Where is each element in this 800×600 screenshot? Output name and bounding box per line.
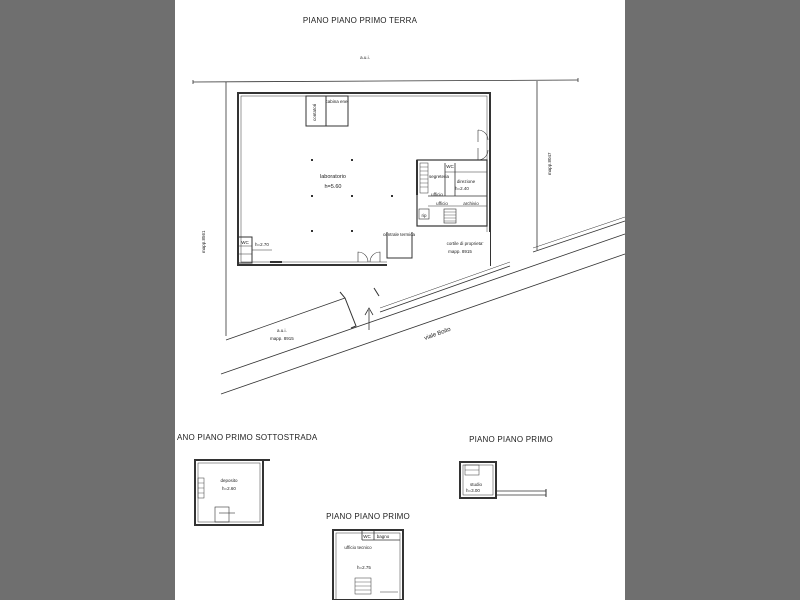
ground-floor-plan: [193, 55, 625, 394]
structural-columns: [311, 159, 393, 232]
archivio-label: archivio: [463, 201, 479, 206]
office-room-label: ufficio tecnico: [344, 545, 372, 550]
segreteria-label: segreteria: [428, 174, 450, 179]
direzione-height: h=2.40: [455, 186, 469, 191]
direzione-label: direzione: [456, 179, 476, 184]
svg-text:WC: WC: [446, 164, 454, 169]
centrale-termica-label: centrale termica: [382, 232, 416, 237]
mapp-right-label: mapp.8047: [547, 152, 552, 175]
aui-bottom-label: a.u.i.: [277, 328, 287, 333]
office-bagno-label: bagno: [376, 534, 390, 539]
basement-plan: [195, 460, 270, 525]
cabina-enel-label: cabina enel: [325, 99, 349, 104]
contatori-label: contatori: [312, 103, 317, 121]
lower-lot-fence: [226, 298, 345, 340]
basement-height: h=2.60: [222, 486, 236, 491]
laboratorio-label: laboratorio: [320, 174, 346, 180]
ufficio-label: ufficio: [436, 201, 448, 206]
left-block-height: h=2.70: [255, 242, 269, 247]
office-height: h=2.75: [357, 565, 371, 570]
first-floor-small-plan: [460, 462, 546, 498]
wc-label: WC: [241, 240, 249, 245]
mapp-left-label: mapp.8561: [201, 230, 206, 253]
mapp-bottom-label: mapp. 8915: [270, 336, 294, 341]
road-edge-lower: [221, 254, 625, 394]
office-small-room-label: ufficio: [431, 192, 443, 197]
cortile-mapp-label: mapp. 8915: [448, 249, 472, 254]
basement-heading: ANO PIANO PRIMO SOTTOSTRADA: [177, 433, 318, 442]
entrance-arrow: [365, 308, 373, 330]
basement-room-label: deposito: [220, 478, 238, 483]
studio-height: h=3.00: [466, 488, 480, 493]
laboratorio-height: h=5.60: [324, 184, 342, 190]
first-floor-office-plan: [333, 530, 403, 600]
first-floor-office-heading: PIANO PIANO PRIMO: [326, 512, 410, 521]
office-wc-label: WC: [363, 534, 371, 539]
rip-label: rip: [421, 213, 427, 218]
aui-top-label: a.u.i.: [360, 55, 370, 60]
first-floor-small-heading: PIANO PIANO PRIMO: [469, 435, 553, 444]
top-boundary-line: [193, 80, 578, 82]
road-name: viale Boito: [423, 326, 452, 342]
studio-label: studio: [470, 482, 483, 487]
ground-floor-heading: PIANO PIANO PRIMO TERRA: [302, 16, 418, 25]
front-fence: [380, 266, 510, 312]
cortile-label: cortile di proprieta': [446, 241, 484, 246]
